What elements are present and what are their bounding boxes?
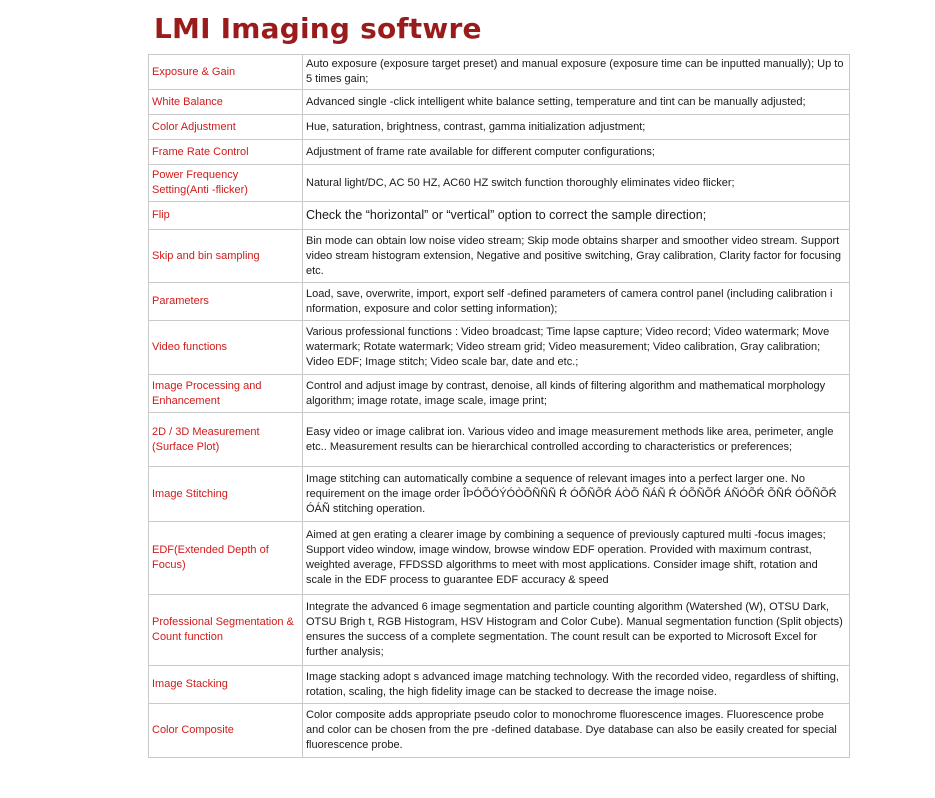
feature-name: Color Adjustment bbox=[149, 115, 303, 140]
feature-description: Natural light/DC, AC 50 HZ, AC60 HZ switch function thoroughly eliminates video flicker; bbox=[303, 165, 850, 202]
table-row bbox=[149, 321, 850, 375]
feature-name: Image Processing and Enhancement bbox=[149, 375, 303, 413]
table-row bbox=[149, 115, 850, 140]
table-row bbox=[149, 595, 850, 666]
table-row bbox=[149, 55, 850, 90]
table-row bbox=[149, 140, 850, 165]
table-row bbox=[149, 230, 850, 283]
table-row bbox=[149, 522, 850, 595]
feature-table bbox=[148, 54, 850, 758]
feature-description: Advanced single -click intelligent white balance setting, temperature and tint can be manually adjusted; bbox=[303, 90, 850, 115]
feature-description: Integrate the advanced 6 image segmentation and particle counting algorithm (Watershed (W), OTSU Dark, OTSU Brigh t, RGB Histogram, HSV Histogram and Color Cube). Manual segmentation function (Split objects) ensures the success of a complete segmentation. The count result can be exported to Microsoft Excel for further analysis; bbox=[303, 595, 850, 666]
feature-description: Image stacking adopt s advanced image matching technology. With the recorded video, regardless of shifting, rotation, scaling, the high fidelity image can be stacked to decrease the image noise. bbox=[303, 666, 850, 704]
table-row bbox=[149, 704, 850, 758]
feature-name: Power Frequency Setting(Anti -flicker) bbox=[149, 165, 303, 202]
feature-description: Easy video or image calibrat ion. Various video and image measurement methods like area, perimeter, angle etc.. Measurement results can be hierarchical controlled according to characteristics or preferences; bbox=[303, 413, 850, 467]
table-row bbox=[149, 90, 850, 115]
feature-name: Frame Rate Control bbox=[149, 140, 303, 165]
table-row bbox=[149, 413, 850, 467]
feature-description: Color composite adds appropriate pseudo color to monochrome fluorescence images. Fluorescence probe and color can be chosen from the pre -defined database. Dye database can also be easily created for special fluorescence probe. bbox=[303, 704, 850, 758]
table-row bbox=[149, 666, 850, 704]
feature-description: Aimed at gen erating a clearer image by combining a sequence of previously captured multi -focus images; Support video window, image window, browse window EDF operation. Provided with maximum contrast, weighted average, FFDSSD algorithms to meet with most applications. Consider image shift, rotation and scale in the EDF process to guarantee EDF accuracy & speed bbox=[303, 522, 850, 595]
feature-description: Check the “horizontal” or “vertical” option to correct the sample direction; bbox=[303, 202, 850, 230]
feature-description: Image stitching can automatically combine a sequence of relevant images into a perfect larger one. No requirement on the image order ÎÞÓÕÓÝÓÒÕÑÑÑ Ŕ ÓÕÑÕŔ ÁÒÕ ÑÁÑ Ŕ ÓÕÑÕŔ ÁÑÓÕŔ ÕÑŔ ÓÕÑÕŔ ÓÁÑ stitching operation. bbox=[303, 467, 850, 522]
feature-name: White Balance bbox=[149, 90, 303, 115]
page-title: LMI Imaging softwre bbox=[154, 12, 482, 45]
feature-name: Parameters bbox=[149, 283, 303, 321]
feature-name: Image Stitching bbox=[149, 467, 303, 522]
feature-description: Hue, saturation, brightness, contrast, gamma initialization adjustment; bbox=[303, 115, 850, 140]
feature-name: Skip and bin sampling bbox=[149, 230, 303, 283]
feature-description: Various professional functions : Video broadcast; Time lapse capture; Video record; Video watermark; Move watermark; Rotate watermark; Video stream grid; Video measurement; Video calibration, Gray calibration; Video EDF; Image stitch; Video scale bar, date and etc.; bbox=[303, 321, 850, 375]
feature-name: Professional Segmentation & Count function bbox=[149, 595, 303, 666]
feature-name: Video functions bbox=[149, 321, 303, 375]
feature-name: EDF(Extended Depth of Focus) bbox=[149, 522, 303, 595]
table-row bbox=[149, 467, 850, 522]
table-row bbox=[149, 375, 850, 413]
table-row bbox=[149, 165, 850, 202]
feature-name: Exposure & Gain bbox=[149, 55, 303, 90]
feature-description: Adjustment of frame rate available for different computer configurations; bbox=[303, 140, 850, 165]
feature-name: Color Composite bbox=[149, 704, 303, 758]
table-row bbox=[149, 202, 850, 230]
feature-description: Control and adjust image by contrast, denoise, all kinds of filtering algorithm and mathematical morphology algorithm; image rotate, image scale, image print; bbox=[303, 375, 850, 413]
feature-description: Bin mode can obtain low noise video stream; Skip mode obtains sharper and smoother video stream. Support video stream histogram extension, Negative and positive switching, Gray calibration, Clarity factor for focusing etc. bbox=[303, 230, 850, 283]
feature-name: Image Stacking bbox=[149, 666, 303, 704]
table-row bbox=[149, 283, 850, 321]
feature-name: 2D / 3D Measurement (Surface Plot) bbox=[149, 413, 303, 467]
feature-description: Auto exposure (exposure target preset) and manual exposure (exposure time can be inputted manually); Up to 5 times gain; bbox=[303, 55, 850, 90]
feature-description: Load, save, overwrite, import, export self -defined parameters of camera control panel (including calibration i nformation, exposure and color setting information); bbox=[303, 283, 850, 321]
feature-name: Flip bbox=[149, 202, 303, 230]
